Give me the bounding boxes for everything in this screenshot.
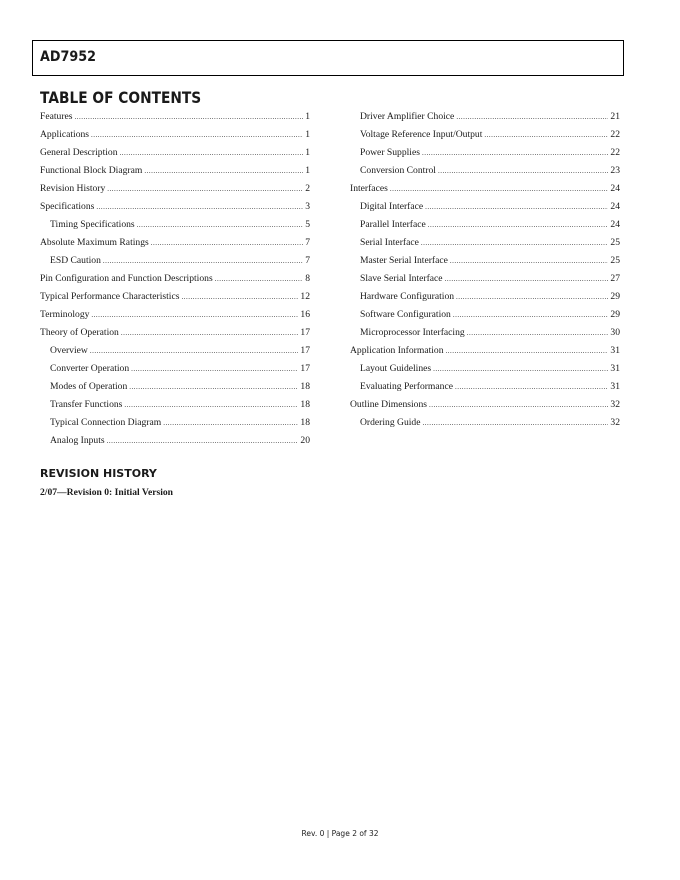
toc-entry-page[interactable]: 12 — [300, 291, 310, 302]
toc-entry[interactable] — [40, 342, 310, 360]
toc-entry-label[interactable]: Driver Amplifier Choice — [360, 111, 455, 122]
toc-entry-label[interactable]: Power Supplies — [360, 147, 420, 158]
toc-entry-label[interactable]: Overview — [50, 345, 88, 356]
dot-leader — [75, 108, 304, 126]
dot-leader — [124, 396, 298, 414]
toc-entry[interactable] — [350, 216, 620, 234]
toc-entry[interactable] — [40, 108, 310, 126]
toc-entry-label[interactable]: Features — [40, 111, 73, 122]
toc-entry[interactable] — [40, 306, 310, 324]
dot-leader — [433, 360, 608, 378]
toc-entry-label[interactable]: Timing Specifications — [50, 219, 135, 230]
dot-leader — [456, 288, 608, 306]
dot-leader — [107, 432, 299, 450]
toc-entry-page[interactable]: 22 — [610, 147, 620, 158]
toc-entry[interactable] — [40, 288, 310, 306]
toc-entry-page[interactable]: 23 — [610, 165, 620, 176]
dot-leader — [453, 306, 609, 324]
toc-entry-label[interactable]: Ordering Guide — [360, 417, 421, 428]
toc-entry-page[interactable]: 18 — [300, 417, 310, 428]
toc-entry[interactable] — [350, 324, 620, 342]
dot-leader — [91, 306, 298, 324]
dot-leader — [484, 126, 608, 144]
toc-entry-page[interactable]: 7 — [305, 255, 310, 266]
toc-entry[interactable] — [350, 414, 620, 432]
toc-entry-page[interactable]: 25 — [610, 255, 620, 266]
revision-entry: 2/07—Revision 0: Initial Version — [40, 487, 173, 498]
toc-entry[interactable] — [350, 252, 620, 270]
dot-leader — [425, 198, 608, 216]
toc-entry[interactable] — [40, 234, 310, 252]
dot-leader — [144, 162, 303, 180]
toc-entry-page[interactable]: 2 — [305, 183, 310, 194]
toc-entry-label[interactable]: Modes of Operation — [50, 381, 128, 392]
toc-entry-page[interactable]: 1 — [305, 111, 310, 122]
toc-entry-label[interactable]: Slave Serial Interface — [360, 273, 443, 284]
toc-entry-page[interactable]: 17 — [300, 363, 310, 374]
toc-entry-page[interactable]: 22 — [610, 129, 620, 140]
toc-entry[interactable] — [40, 414, 310, 432]
document-header — [32, 40, 624, 76]
toc-entry-page[interactable]: 8 — [305, 273, 310, 284]
toc-entry-label[interactable]: Master Serial Interface — [360, 255, 448, 266]
dot-leader — [429, 396, 608, 414]
dot-leader — [438, 162, 608, 180]
dot-leader — [107, 180, 303, 198]
toc-entry-label[interactable]: Absolute Maximum Ratings — [40, 237, 149, 248]
toc-entry-label[interactable]: Terminology — [40, 309, 90, 320]
toc-entry[interactable] — [350, 126, 620, 144]
toc-entry-label[interactable]: ESD Caution — [50, 255, 101, 266]
toc-entry-label[interactable]: General Description — [40, 147, 118, 158]
dot-leader — [103, 252, 303, 270]
toc-entry[interactable] — [350, 144, 620, 162]
toc-entry-label[interactable]: Analog Inputs — [50, 435, 105, 446]
toc-entry-page[interactable]: 24 — [610, 201, 620, 212]
toc-entry-label[interactable]: Voltage Reference Input/Output — [360, 129, 483, 140]
dot-leader — [96, 198, 303, 216]
dot-leader — [90, 342, 299, 360]
toc-entry-label[interactable]: Outline Dimensions — [350, 399, 428, 410]
dot-leader — [456, 108, 608, 126]
toc-entry[interactable] — [350, 198, 620, 216]
toc-entry[interactable] — [40, 198, 310, 216]
part-number: AD7952 — [40, 49, 96, 65]
toc-entry-page[interactable]: 25 — [610, 237, 620, 248]
toc-entry-page[interactable]: 29 — [610, 309, 620, 320]
toc-entry-page[interactable]: 18 — [300, 381, 310, 392]
toc-entry[interactable] — [40, 216, 310, 234]
dot-leader — [422, 144, 608, 162]
toc-entry-page[interactable]: 17 — [300, 345, 310, 356]
dot-leader — [422, 414, 608, 432]
toc-entry-page[interactable]: 20 — [300, 435, 310, 446]
page-footer: Rev. 0 | Page 2 of 32 — [301, 829, 379, 838]
toc-entry-page[interactable]: 32 — [610, 399, 620, 410]
dot-leader — [131, 360, 298, 378]
dot-leader — [181, 288, 298, 306]
toc-entry[interactable] — [350, 342, 620, 360]
toc-entry[interactable] — [350, 360, 620, 378]
toc-title: TABLE OF CONTENTS — [40, 88, 202, 107]
toc-entry-page[interactable]: 16 — [300, 309, 310, 320]
toc-entry-page[interactable]: 3 — [305, 201, 310, 212]
toc-left-column — [40, 108, 310, 450]
dot-leader — [446, 342, 609, 360]
dot-leader — [428, 216, 609, 234]
dot-leader — [137, 216, 304, 234]
toc-entry[interactable] — [350, 306, 620, 324]
dot-leader — [455, 378, 608, 396]
toc-entry[interactable] — [40, 396, 310, 414]
dot-leader — [91, 126, 303, 144]
toc-entry-label[interactable]: Functional Block Diagram — [40, 165, 143, 176]
toc-entry-page[interactable]: 1 — [305, 129, 310, 140]
toc-entry-page[interactable]: 24 — [610, 219, 620, 230]
toc-entry-label[interactable]: Theory of Operation — [40, 327, 119, 338]
toc-entry-label[interactable]: Pin Configuration and Function Descriptions — [40, 273, 213, 284]
toc-entry-label[interactable]: Interfaces — [350, 183, 388, 194]
toc-entry-label[interactable]: Digital Interface — [360, 201, 424, 212]
toc-entry-page[interactable]: 1 — [305, 147, 310, 158]
toc-entry-page[interactable]: 31 — [610, 381, 620, 392]
toc-entry-label[interactable]: Transfer Functions — [50, 399, 123, 410]
toc-entry-page[interactable]: 17 — [300, 327, 310, 338]
toc-entry-page[interactable]: 31 — [610, 345, 620, 356]
toc-entry[interactable] — [350, 270, 620, 288]
toc-entry-label[interactable]: Application Information — [350, 345, 444, 356]
toc-entry[interactable] — [350, 234, 620, 252]
dot-leader — [129, 378, 298, 396]
dot-leader — [215, 270, 304, 288]
toc-entry[interactable] — [40, 126, 310, 144]
toc-entry-label[interactable]: Parallel Interface — [360, 219, 426, 230]
dot-leader — [445, 270, 609, 288]
toc-entry[interactable] — [40, 360, 310, 378]
toc-entry[interactable] — [40, 432, 310, 450]
toc-entry[interactable] — [40, 162, 310, 180]
dot-leader — [121, 324, 299, 342]
toc-entry-label[interactable]: Hardware Configuration — [360, 291, 455, 302]
toc-entry-label[interactable]: Typical Connection Diagram — [50, 417, 162, 428]
toc-entry-label[interactable]: Revision History — [40, 183, 106, 194]
toc-entry[interactable] — [350, 378, 620, 396]
toc-entry-label[interactable]: Microprocessor Interfacing — [360, 327, 465, 338]
toc-entry-page[interactable]: 30 — [610, 327, 620, 338]
toc-entry-label[interactable]: Serial Interface — [360, 237, 419, 248]
toc-entry[interactable] — [350, 288, 620, 306]
toc-entry[interactable] — [350, 108, 620, 126]
toc-entry-page[interactable]: 5 — [305, 219, 310, 230]
toc-entry[interactable] — [40, 270, 310, 288]
toc-entry-label[interactable]: Conversion Control — [360, 165, 436, 176]
toc-entry-page[interactable]: 27 — [610, 273, 620, 284]
toc-entry[interactable] — [350, 396, 620, 414]
toc-entry-label[interactable]: Converter Operation — [50, 363, 130, 374]
dot-leader — [151, 234, 303, 252]
toc-entry-label[interactable]: Software Configuration — [360, 309, 451, 320]
dot-leader — [467, 324, 609, 342]
toc-entry-page[interactable]: 21 — [610, 111, 620, 122]
dot-leader — [421, 234, 609, 252]
toc-entry-label[interactable]: Applications — [40, 129, 90, 140]
dot-leader — [120, 144, 304, 162]
toc-entry-label[interactable]: Typical Performance Characteristics — [40, 291, 180, 302]
toc-entry-page[interactable]: 18 — [300, 399, 310, 410]
toc-entry-label[interactable]: Specifications — [40, 201, 95, 212]
toc-entry[interactable] — [350, 180, 620, 198]
toc-entry-label[interactable]: Evaluating Performance — [360, 381, 453, 392]
dot-leader — [390, 180, 609, 198]
revision-history-heading: REVISION HISTORY — [40, 467, 157, 480]
toc-entry-page[interactable]: 24 — [610, 183, 620, 194]
toc-entry-page[interactable]: 1 — [305, 165, 310, 176]
toc-entry[interactable] — [40, 324, 310, 342]
toc-entry[interactable] — [350, 162, 620, 180]
toc-entry[interactable] — [40, 378, 310, 396]
toc-right-column — [350, 108, 620, 432]
dot-leader — [450, 252, 609, 270]
dot-leader — [163, 414, 298, 432]
toc-entry-label[interactable]: Layout Guidelines — [360, 363, 432, 374]
toc-entry[interactable] — [40, 144, 310, 162]
toc-entry-page[interactable]: 7 — [305, 237, 310, 248]
toc-entry[interactable] — [40, 252, 310, 270]
toc-entry-page[interactable]: 32 — [610, 417, 620, 428]
toc-entry-page[interactable]: 29 — [610, 291, 620, 302]
toc-entry[interactable] — [40, 180, 310, 198]
toc-entry-page[interactable]: 31 — [610, 363, 620, 374]
